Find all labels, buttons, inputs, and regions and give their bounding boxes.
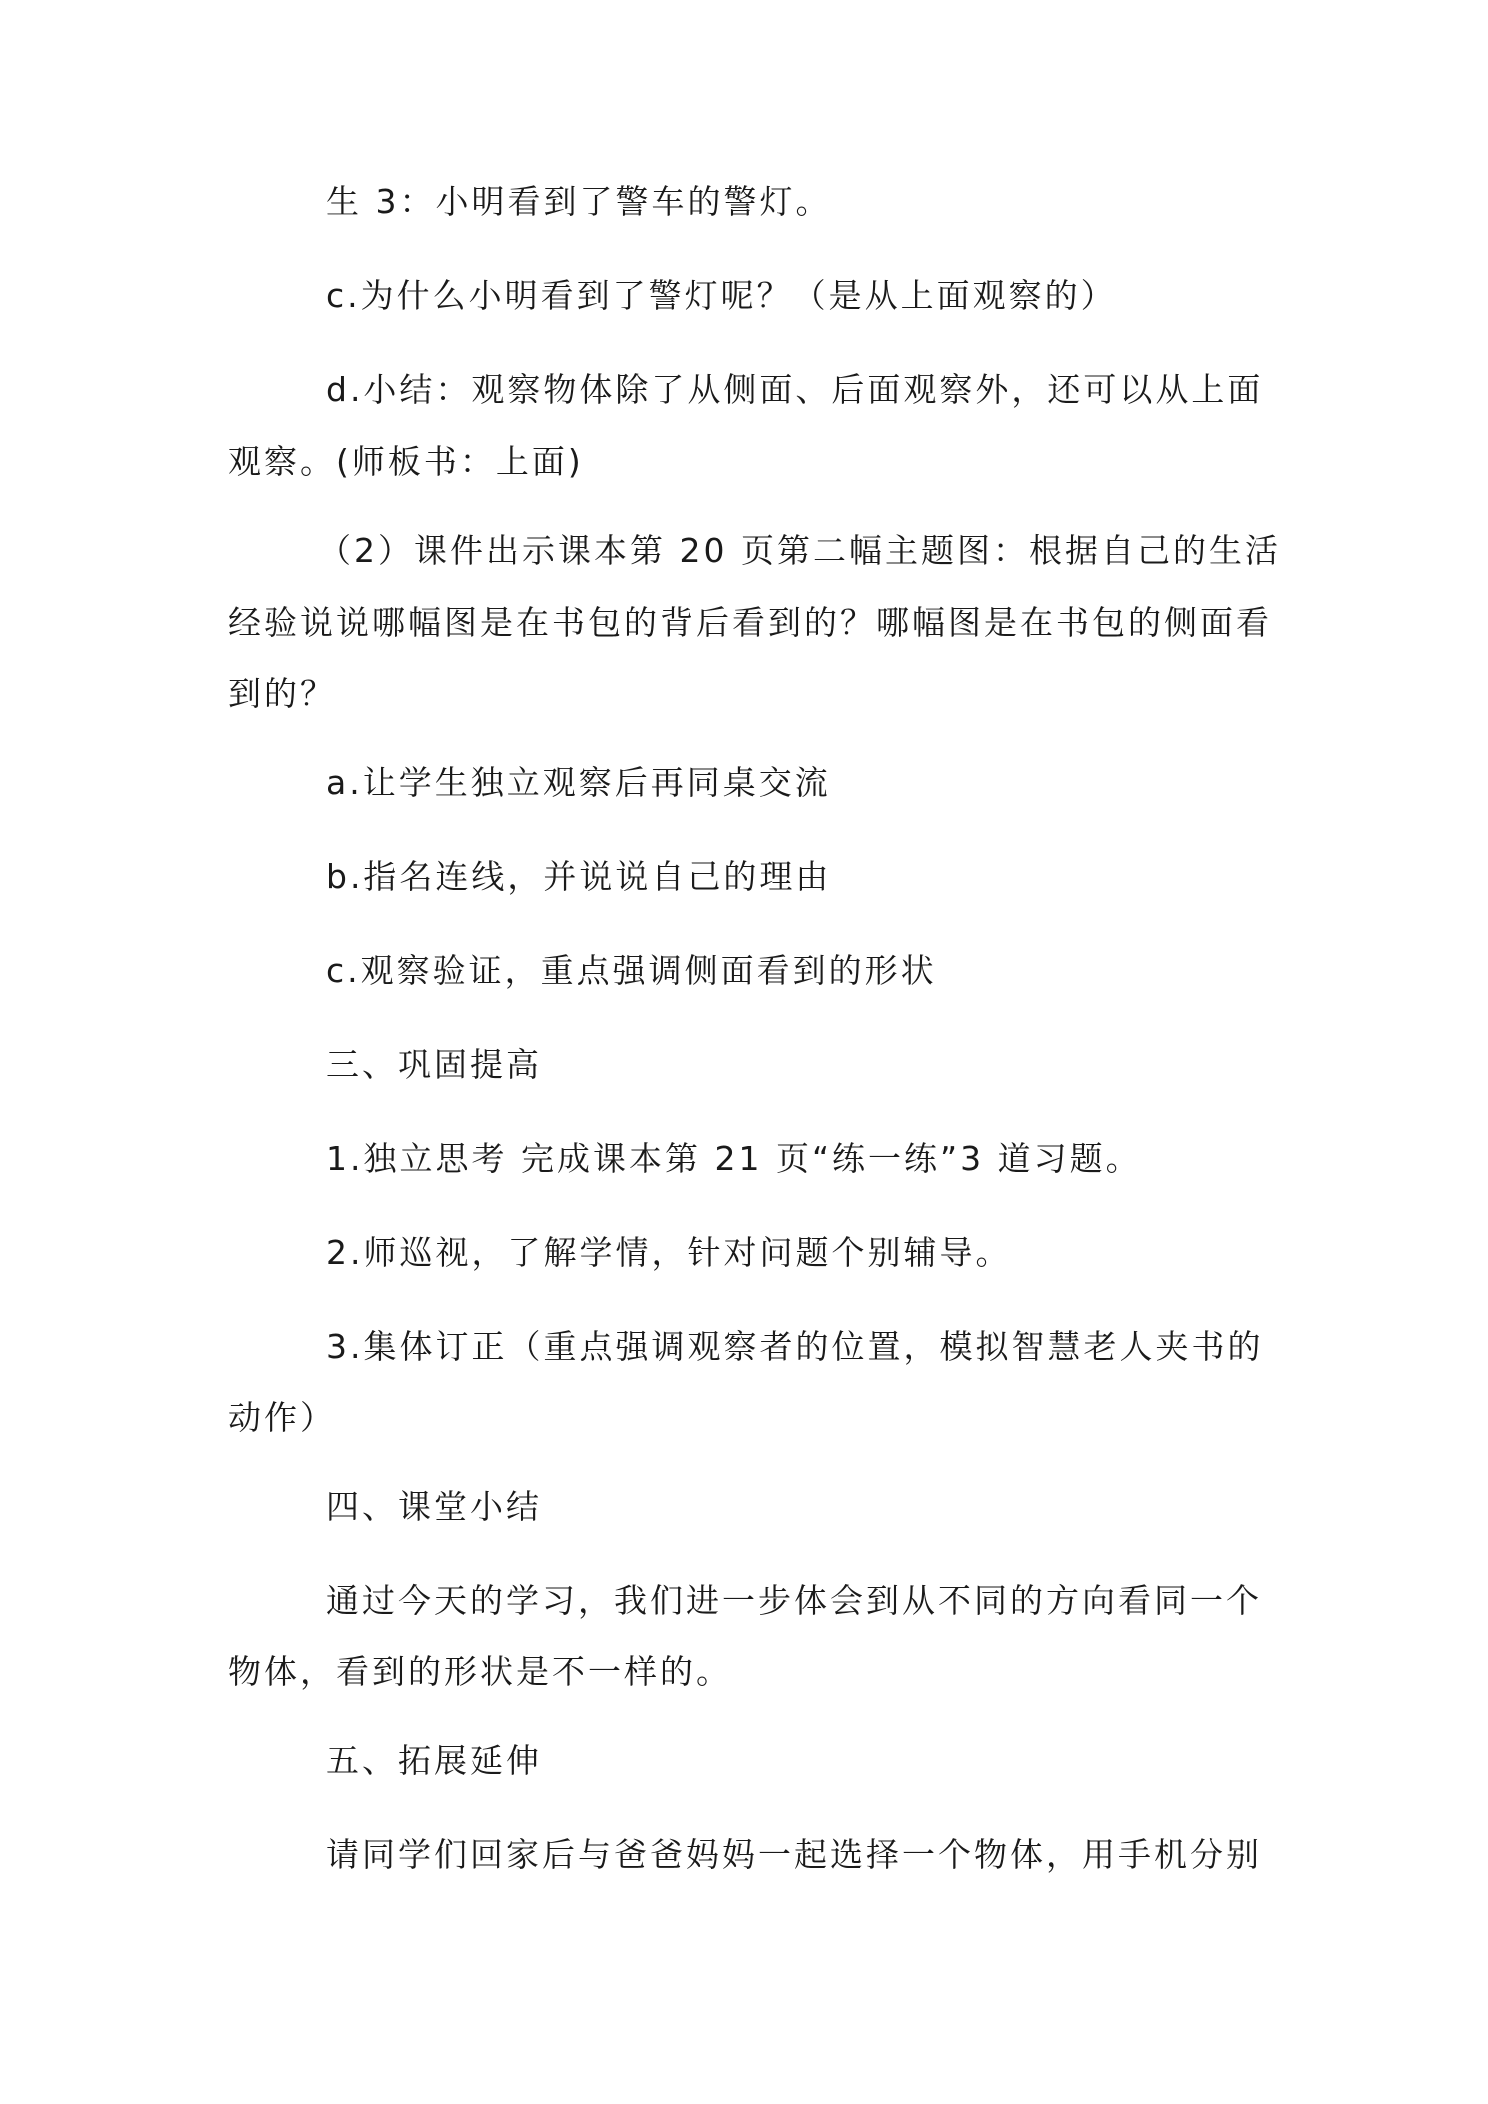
text-line-summary-d: d.小结：观察物体除了从侧面、后面观察外，还可以从上面 [326,370,1264,409]
text-line-summary: 通过今天的学习，我们进一步体会到从不同的方向看同一个 [326,1581,1262,1620]
text-line-item-2: 2.师巡视，了解学情，针对问题个别辅导。 [326,1233,1012,1272]
section-heading-consolidate: 三、巩固提高 [326,1045,542,1084]
text-line-summary-cont: 物体，看到的形状是不一样的。 [228,1652,732,1691]
text-line-step-a: a.让学生独立观察后再同桌交流 [326,763,831,802]
text-line-summary-d-cont: 观察。(师板书：上面) [228,442,584,481]
text-line-extension: 请同学们回家后与爸爸妈妈一起选择一个物体，用手机分别 [326,1835,1262,1874]
text-line-item-3-cont: 动作） [228,1398,336,1437]
text-line-courseware-2-end: 到的？ [228,674,336,713]
text-line-student-3: 生 3：小明看到了警车的警灯。 [326,182,832,221]
section-heading-extension: 五、拓展延伸 [326,1741,542,1780]
text-line-step-c: c.观察验证，重点强调侧面看到的形状 [326,951,937,990]
text-line-item-3: 3.集体订正（重点强调观察者的位置，模拟智慧老人夹书的 [326,1327,1264,1366]
text-line-question-c: c.为什么小明看到了警灯呢？（是从上面观察的） [326,276,1117,315]
text-line-item-1: 1.独立思考 完成课本第 21 页“练一练”3 道习题。 [326,1139,1142,1178]
text-line-courseware-2-cont: 经验说说哪幅图是在书包的背后看到的？哪幅图是在书包的侧面看 [228,603,1272,642]
text-line-courseware-2: （2）课件出示课本第 20 页第二幅主题图：根据自己的生活 [318,531,1281,570]
text-line-step-b: b.指名连线，并说说自己的理由 [326,857,832,896]
section-heading-summary: 四、课堂小结 [326,1487,542,1526]
